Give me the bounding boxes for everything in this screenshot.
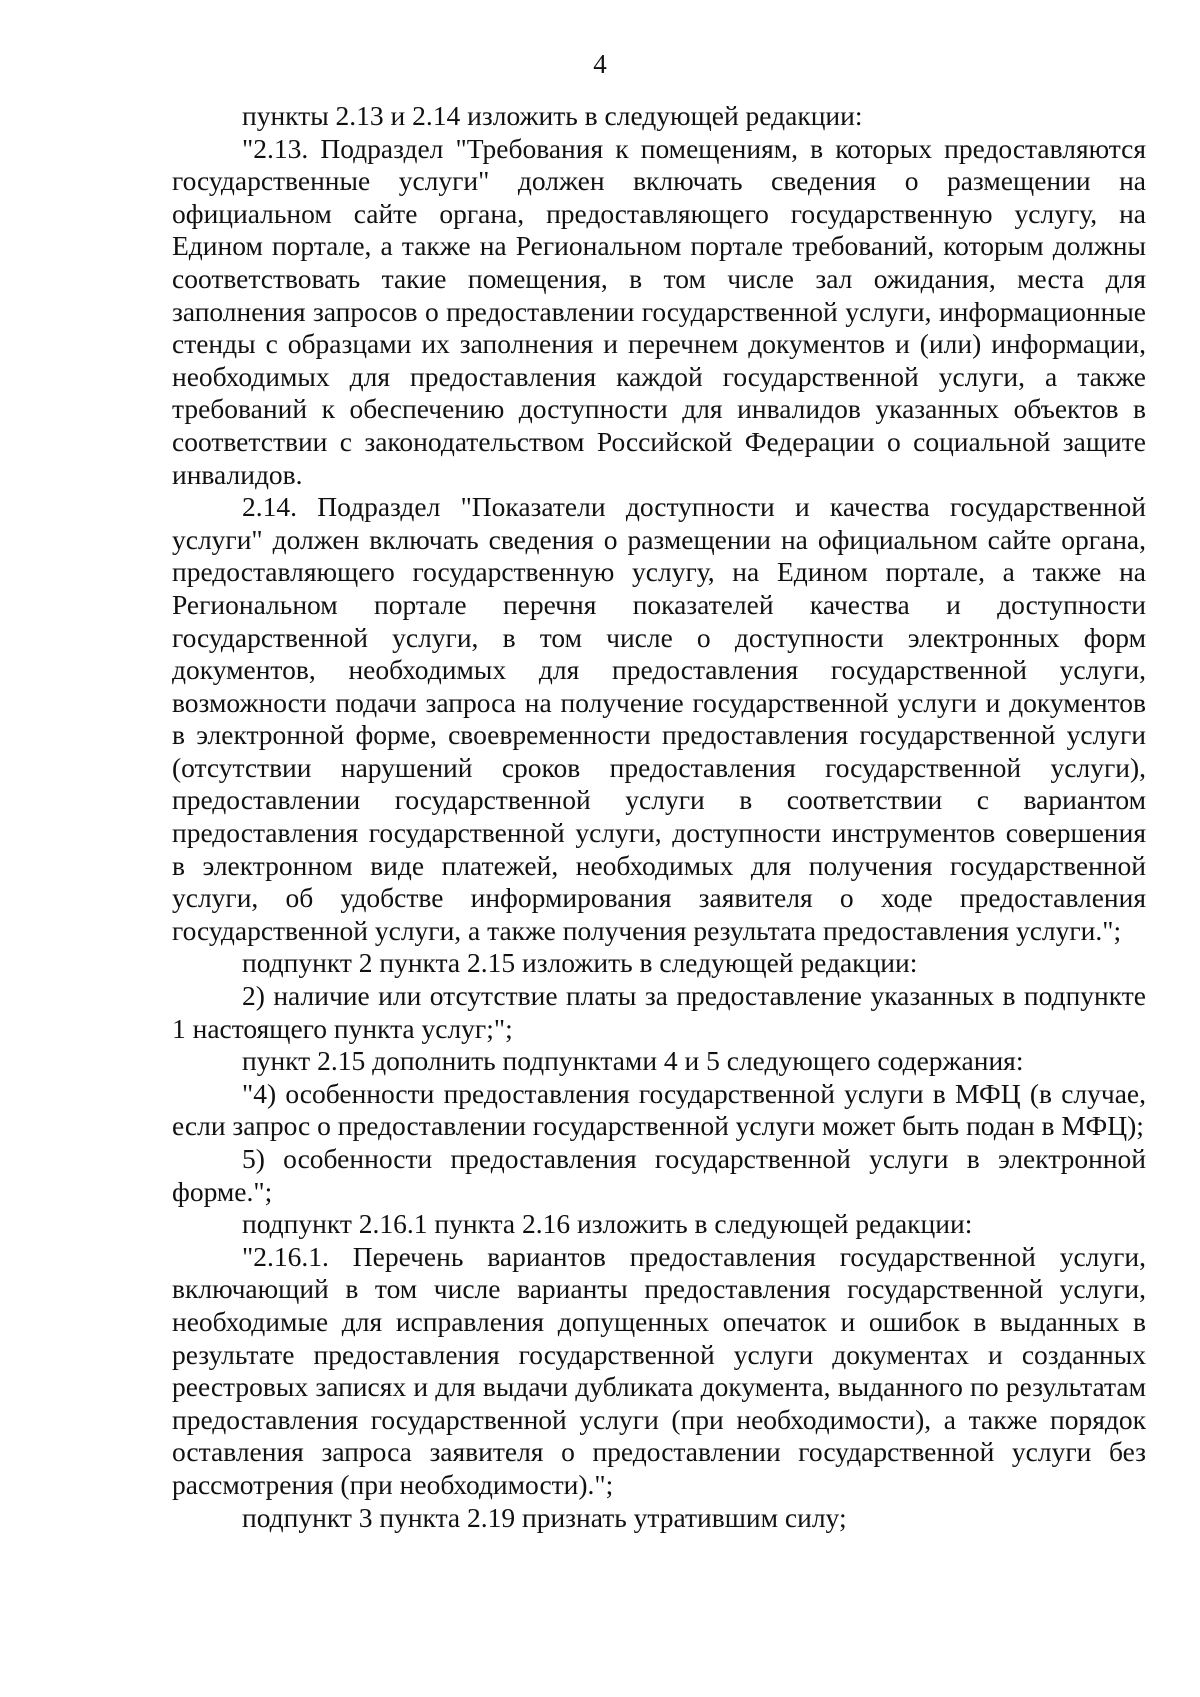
paragraph-intro-2-13-2-14: пункты 2.13 и 2.14 изложить в следующей редакции:: [242, 100, 863, 131]
paragraph-2-16-1: "2.16.1. Перечень вариантов предоставления государственной услуги, включающий в том числе варианты предоставления государственной услуги, необходимые для исправления допущенных опечаток и ошибок в выданных в результате предоставления государственной услуги документах и созданных реестровых записях и для выдачи дубликата документа, выданного по результатам предоставления государственной услуги (при необходимости), а также порядок оставления запроса заявителя о предоставлении государственной услуги без рассмотрения (при необходимости).";: [172, 1240, 1146, 1500]
paragraph-intro-2-15-sub2: подпункт 2 пункта 2.15 изложить в следующей редакции:: [242, 947, 918, 979]
paragraph-2-15-sub4: "4) особенности предоставления государственной услуги в МФЦ (в случае, если запрос о предоставлении государственной услуги может быть подан в МФЦ);: [172, 1077, 1146, 1142]
paragraph-2-15-sub5: 5) особенности предоставления государственной услуги в электронной форме.";: [172, 1143, 1146, 1207]
paragraph-2-19-sub3: подпункт 3 пункта 2.19 признать утратившим силу;: [242, 1501, 847, 1533]
paragraph-2-14: 2.14. Подраздел "Показатели доступности и качества государственной услуги" должен включать сведения о размещении на официальном сайте органа, предоставляющего государственную услугу, на Едином портале, а также на Региональном портале перечня показателей качества и доступности государственной услуги, в том числе о доступности электронных форм документов, необходимых для предоставления государственной услуги, возможности подачи запроса на получение государственной услуги и документов в электронной форме, своевременности предоставления государственной услуги (отсутствии нарушений сроков предоставления государственной услуги), предоставлении государственной услуги в соответствии с вариантом предоставления государственной услуги, доступности инструментов совершения в электронном виде платежей, необходимых для получения государственной услуги, об удобстве информирования заявителя о ходе предоставления государственной услуги, а также получения результата предоставления услуги.";: [172, 491, 1146, 946]
page-number: 4: [593, 49, 607, 79]
paragraph-intro-2-15-sub4-5: пункт 2.15 дополнить подпунктами 4 и 5 следующего содержания:: [242, 1045, 1024, 1077]
paragraph-2-15-sub2: 2) наличие или отсутствие платы за предоставление указанных в подпункте 1 настоящего пункта услуг;";: [172, 980, 1146, 1044]
paragraph-intro-2-16-1: подпункт 2.16.1 пункта 2.16 изложить в следующей редакции:: [242, 1208, 973, 1240]
document-body: [172, 100, 1146, 1534]
paragraph-2-13: "2.13. Подраздел "Требования к помещениям, в которых предоставляются государственные услуги" должен включать сведения о размещении на официальном сайте органа, предоставляющего государственную услугу, на Едином портале, а также на Региональном портале требований, которым должны соответствовать такие помещения, в том числе зал ожидания, места для заполнения запросов о предоставлении государственной услуги, информационные стенды с образцами их заполнения и перечнем документов и (или) информации, необходимых для предоставления каждой государственной услуги, а также требований к обеспечению доступности для инвалидов указанных объектов в соответствии с законодательством Российской Федерации о социальной защите инвалидов.: [172, 132, 1146, 490]
